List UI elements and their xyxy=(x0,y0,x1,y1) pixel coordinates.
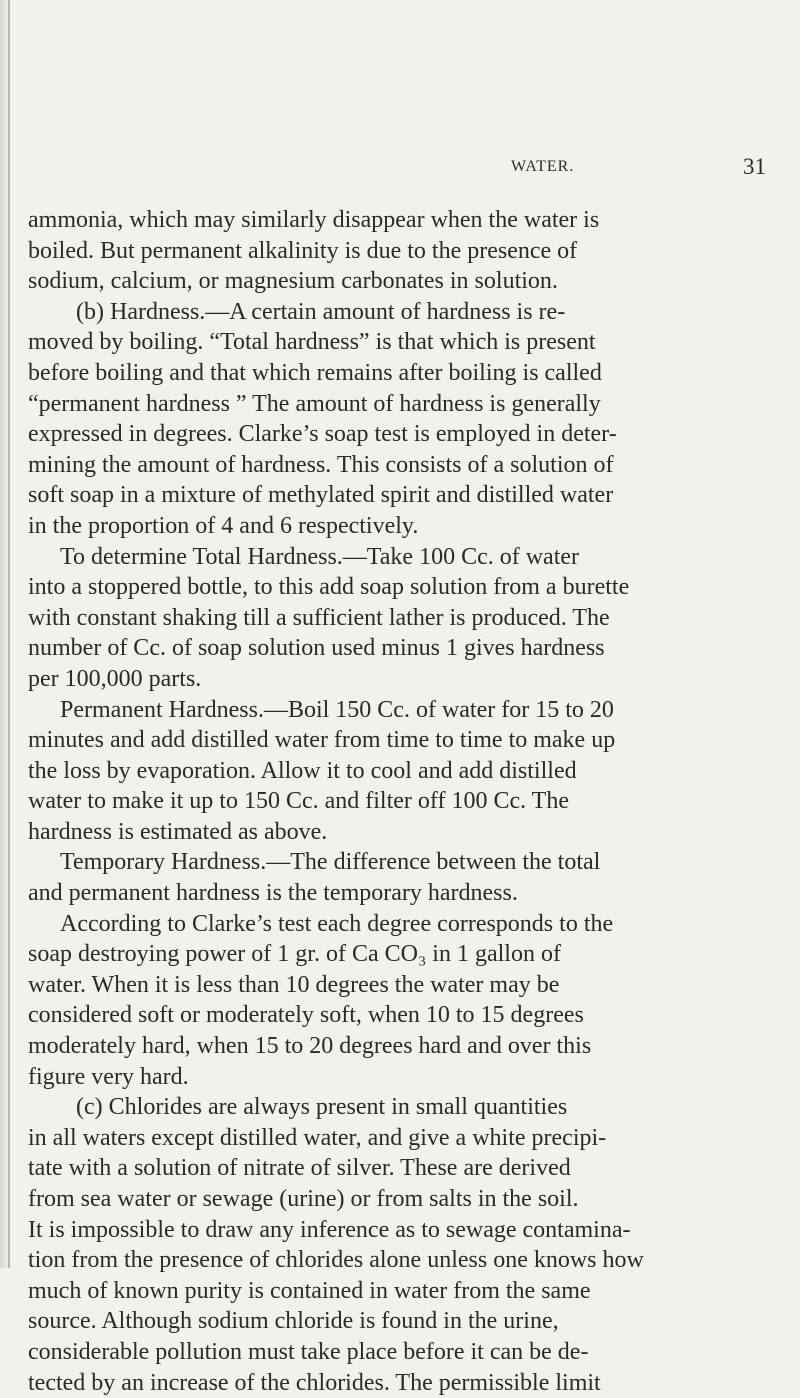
text-line: sodium, calcium, or magnesium carbonates in solution. xyxy=(28,268,558,295)
text-line: soft soap in a mixture of methylated spirit and distilled water xyxy=(28,482,614,509)
running-title: WATER. xyxy=(511,158,575,175)
text-line: and permanent hardness is the temporary hardness. xyxy=(28,880,518,907)
text-line: (b) Hardness.—A certain amount of hardness is re- xyxy=(76,298,566,325)
text-line: from sea water or sewage (urine) or from salts in the soil. xyxy=(28,1186,579,1212)
text-line: soap destroying power of 1 gr. of Ca CO₃ in 1 gallon of xyxy=(28,941,561,968)
text-line: into a stoppered bottle, to this add soap solution from a burette xyxy=(28,574,630,601)
text-line: per 100,000 parts. xyxy=(28,665,202,692)
text-line: hardness is estimated as above. xyxy=(28,818,328,845)
text-line: the loss by evaporation. Allow it to cool and add distilled xyxy=(28,757,577,784)
text-line: “permanent hardness ” The amount of hardness is generally xyxy=(28,390,601,417)
text-line: According to Clarke’s test each degree corresponds to the xyxy=(60,910,614,937)
text-line: number of Cc. of soap solution used minus 1 gives hardness xyxy=(28,635,605,662)
text-line: much of known purity is contained in water from the same xyxy=(28,1277,591,1304)
text-line: (c) Chlorides are always present in small quantities xyxy=(76,1094,568,1121)
text-line: water. When it is less than 10 degrees the water may be xyxy=(28,971,560,998)
text-line: source. Although sodium chloride is found in the urine, xyxy=(28,1308,559,1335)
text-line: expressed in degrees. Clarke’s soap test is employed in deter- xyxy=(28,421,617,448)
text-line: To determine Total Hardness.—Take 100 Cc. of water xyxy=(60,543,580,570)
text-line: moderately hard, when 15 to 20 degrees hard and over this xyxy=(28,1033,592,1060)
text-line: moved by boiling. “Total hardness” is that which is present xyxy=(28,329,596,356)
text-line: Permanent Hardness.—Boil 150 Cc. of water for 15 to 20 xyxy=(60,696,614,723)
text-line: in the proportion of 4 and 6 respectively. xyxy=(28,512,419,539)
text-line: Temporary Hardness.—The difference between the total xyxy=(60,849,601,876)
text-line: mining the amount of hardness. This consists of a solution of xyxy=(28,451,614,478)
text-line: in all waters except distilled water, and give a white precipi- xyxy=(28,1124,607,1151)
text-line: water to make it up to 150 Cc. and filter off 100 Cc. The xyxy=(28,788,569,815)
text-line: considerable pollution must take place before it can be de- xyxy=(28,1338,589,1365)
text-line: with constant shaking till a sufficient lather is produced. The xyxy=(28,604,610,631)
text-line: tion from the presence of chlorides alone unless one knows how xyxy=(28,1247,644,1274)
text-line: minutes and add distilled water from time to time to make up xyxy=(28,727,616,754)
page-header xyxy=(0,154,800,188)
text-line: ammonia, which may similarly disappear when the water is xyxy=(28,207,600,233)
text-line: boiled. But permanent alkalinity is due to the presence of xyxy=(28,237,578,264)
text-line: figure very hard. xyxy=(28,1063,189,1090)
text-line: considered soft or moderately soft, when 10 to 15 degrees xyxy=(28,1002,584,1029)
page-number: 31 xyxy=(743,154,766,179)
body-text xyxy=(28,205,798,1398)
text-line: before boiling and that which remains after boiling is called xyxy=(28,359,602,386)
gutter-shadow xyxy=(8,0,10,1268)
text-line: It is impossible to draw any inference as to sewage contamina- xyxy=(28,1216,631,1243)
text-line: tected by an increase of the chlorides. The permissible limit xyxy=(28,1369,601,1396)
text-line: tate with a solution of nitrate of silver. These are derived xyxy=(28,1155,571,1182)
